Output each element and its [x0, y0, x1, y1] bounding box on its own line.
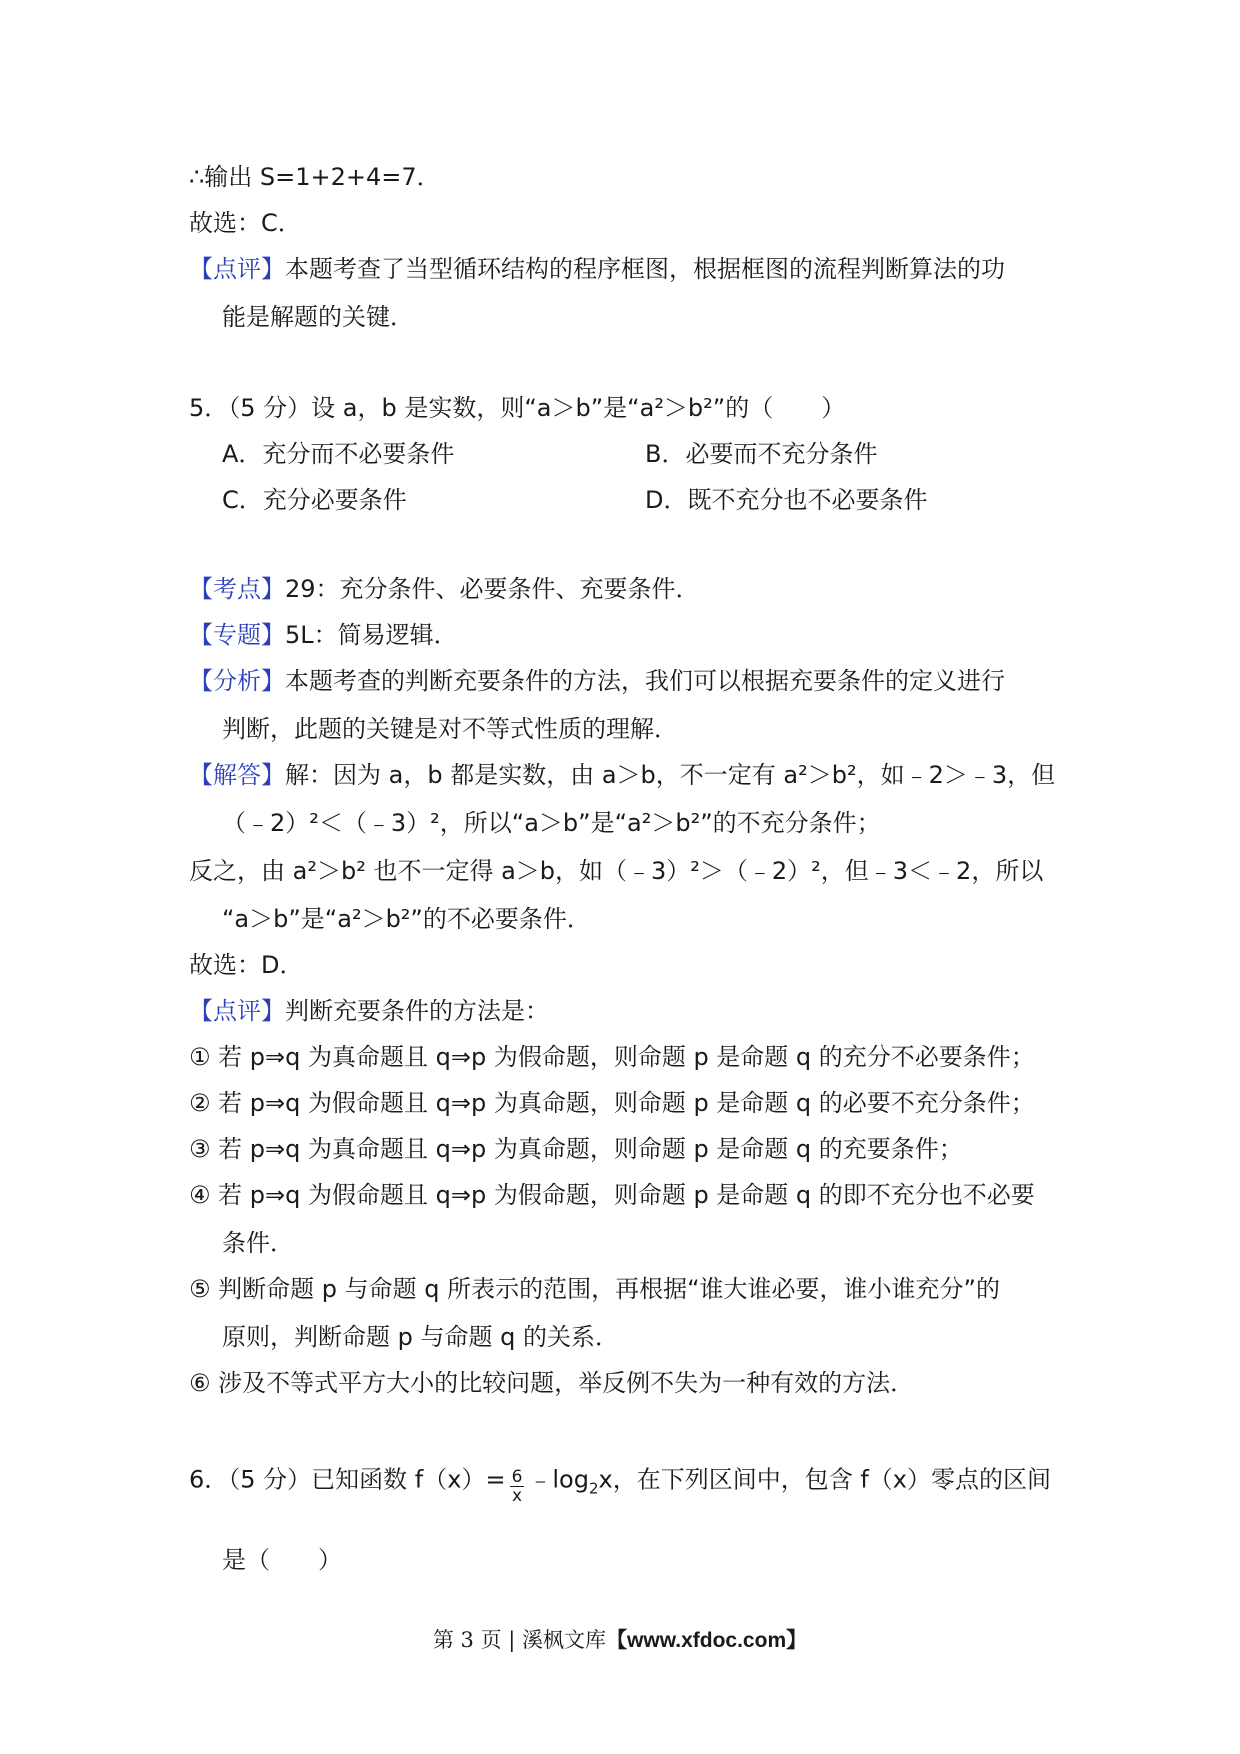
rule-3: ③ 若 p⇒q 为真命题且 q⇒p 为真命题，则命题 p 是命题 q 的充要条件； — [189, 1135, 963, 1163]
jieda-continuation-1: （﹣2）²＜（﹣3）²，所以“a＞b”是“a²＞b²”的不充分条件； — [222, 809, 881, 837]
fenxi-tag: 【分析】 — [189, 667, 285, 695]
rule-4: ④ 若 p⇒q 为假命题且 q⇒p 为假命题，则命题 p 是命题 q 的即不充分也不必要 — [189, 1181, 1035, 1209]
fenxi-line — [189, 664, 1005, 698]
q6-suffix: x，在下列区间中，包含 f（x）零点的区间 — [598, 1465, 1052, 1494]
option-a: A．充分而不必要条件 — [222, 440, 455, 468]
kaodian-line — [189, 572, 700, 606]
rule-5-continuation: 原则，判断命题 p 与命题 q 的关系． — [222, 1323, 619, 1351]
jieda-line — [189, 758, 1055, 792]
dianping-line — [189, 994, 549, 1028]
output-line: ∴输出 S=1+2+4=7． — [189, 163, 441, 191]
option-c: C．充分必要条件 — [222, 486, 407, 514]
jieda-line-2: 反之，由 a²＞b² 也不一定得 a＞b，如（﹣3）²＞（﹣2）²，但﹣3＜﹣2，所以 — [189, 857, 1044, 885]
footer-page-number: 第 3 页 — [432, 1628, 502, 1652]
q6-log-base: 2 — [588, 1479, 599, 1498]
rule-5: ⑤ 判断命题 p 与命题 q 所表示的范围，再根据“谁大谁必要，谁小谁充分”的 — [189, 1275, 1000, 1303]
kaodian-tag: 【考点】 — [189, 575, 285, 603]
footer-url[interactable]: 【www.xfdoc.com】 — [606, 1629, 808, 1652]
answer-d-line: 故选：D． — [189, 951, 304, 979]
jieda-tag: 【解答】 — [189, 761, 285, 789]
fenxi-continuation: 判断，此题的关键是对不等式性质的理解． — [222, 715, 678, 743]
q6-prefix: 6．（5 分）已知函数 f（x）= — [189, 1465, 506, 1494]
kaodian-text: 29：充分条件、必要条件、充要条件． — [285, 575, 700, 603]
rule-2: ② 若 p⇒q 为假命题且 q⇒p 为真命题，则命题 p 是命题 q 的必要不充分条件； — [189, 1089, 1035, 1117]
question-5-stem: 5．（5 分）设 a，b 是实数，则“a＞b”是“a²＞b²”的（ ） — [189, 394, 846, 422]
zhuanti-tag: 【专题】 — [189, 621, 285, 649]
option-d: D．既不充分也不必要条件 — [645, 486, 928, 514]
fenxi-text: 本题考查的判断充要条件的方法，我们可以根据充要条件的定义进行 — [285, 667, 1005, 695]
q6-log: ﹣log — [528, 1465, 589, 1494]
option-b: B．必要而不充分条件 — [645, 440, 878, 468]
fraction-denominator: x — [511, 1486, 522, 1506]
review-tag: 【点评】 — [189, 255, 285, 283]
review-paragraph — [189, 252, 1005, 286]
rule-4-continuation: 条件． — [222, 1229, 294, 1257]
question-6-continuation: 是（ ） — [222, 1546, 342, 1574]
rule-6: ⑥ 涉及不等式平方大小的比较问题，举反例不失为一种有效的方法． — [189, 1369, 915, 1397]
dianping-text: 判断充要条件的方法是： — [285, 997, 549, 1025]
fraction-numerator: 6 — [511, 1467, 523, 1487]
jieda-text: 解：因为 a，b 都是实数，由 a＞b，不一定有 a²＞b²，如﹣2＞﹣3，但 — [285, 761, 1056, 789]
answer-line: 故选：C． — [189, 209, 302, 237]
zhuanti-line — [189, 618, 458, 652]
footer-site-name: 溪枫文库 — [522, 1628, 607, 1652]
review-text: 本题考查了当型循环结构的程序框图，根据框图的流程判断算法的功 — [285, 255, 1005, 283]
zhuanti-text: 5L：简易逻辑． — [285, 621, 458, 649]
rule-1: ① 若 p⇒q 为真命题且 q⇒p 为假命题，则命题 p 是命题 q 的充分不必要条件； — [189, 1043, 1035, 1071]
fraction-6-over-x — [510, 1468, 525, 1505]
jieda-continuation-2: “a＞b”是“a²＞b²”的不必要条件． — [222, 905, 591, 933]
dianping-tag: 【点评】 — [189, 997, 285, 1025]
review-continuation: 能是解题的关键． — [222, 303, 414, 331]
question-6-stem — [189, 1462, 1051, 1505]
page-footer — [0, 1625, 1240, 1656]
footer-separator: | — [501, 1628, 523, 1652]
